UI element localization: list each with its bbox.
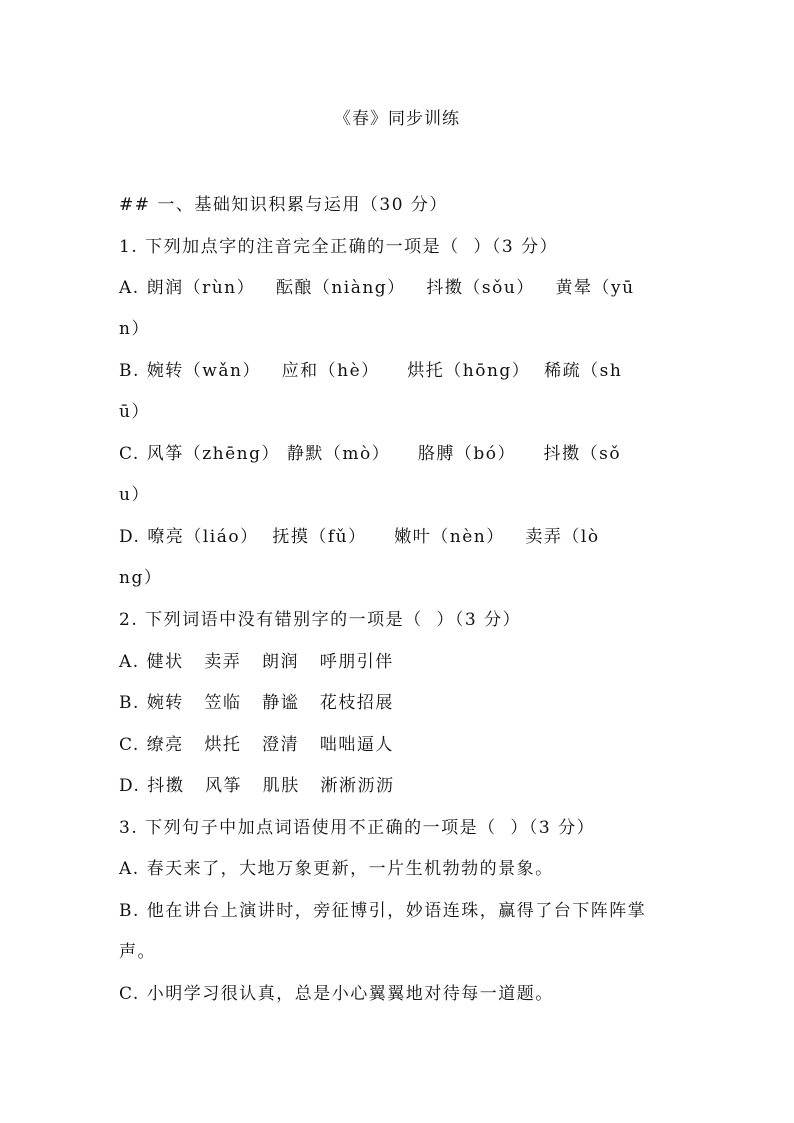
question-2-option-d: D. 抖擞 风筝 肌肤 淅淅沥沥 [119, 776, 395, 796]
question-3-option-a: A. 春天来了，大地万象更新，一片生机勃勃的景象。 [119, 859, 554, 879]
question-1-option-d: D. 嘹亮（liáo） 抚摸（fǔ） 嫩叶（nèn） 卖弄（lò [119, 527, 600, 547]
question-1-option-a: A. 朗润（rùn） 酝酿（niàng） 抖擞（sǒu） 黄晕（yū [119, 278, 635, 298]
question-3-option-c: C. 小明学习很认真，总是小心翼翼地对待每一道题。 [119, 984, 554, 1004]
document-title: 《春》同步训练 [334, 109, 460, 129]
question-1-option-c: C. 风筝（zhēng） 静默（mò） 胳膊（bó） 抖擞（sǒ [119, 444, 622, 464]
question-2-option-b: B. 婉转 笠临 静谧 花枝招展 [119, 693, 394, 713]
question-2-option-a: A. 健状 卖弄 朗润 呼朋引伴 [119, 652, 394, 672]
question-1-option-b: B. 婉转（wǎn） 应和（hè） 烘托（hōng） 稀疏（sh [119, 361, 623, 381]
question-1-stem: 1. 下列加点字的注音完全正确的一项是（ ）（3 分） [119, 237, 559, 257]
question-3-stem: 3. 下列句子中加点词语使用不正确的一项是（ ）（3 分） [119, 818, 596, 838]
question-1-option-d-wrap: ng） [119, 568, 163, 588]
question-3-option-b: B. 他在讲台上演讲时，旁征博引，妙语连珠，赢得了台下阵阵掌 [119, 901, 647, 921]
question-2-stem: 2. 下列词语中没有错别字的一项是（ ）（3 分） [119, 610, 522, 630]
question-1-option-b-wrap: ū） [119, 402, 150, 422]
question-1-option-a-wrap: n） [119, 319, 150, 339]
question-1-option-c-wrap: u） [119, 485, 150, 505]
section-heading-basic-knowledge: ## 一、基础知识积累与运用（30 分） [119, 195, 448, 215]
question-2-option-c: C. 缭亮 烘托 澄清 咄咄逼人 [119, 735, 394, 755]
question-3-option-b-wrap: 声。 [119, 942, 156, 962]
